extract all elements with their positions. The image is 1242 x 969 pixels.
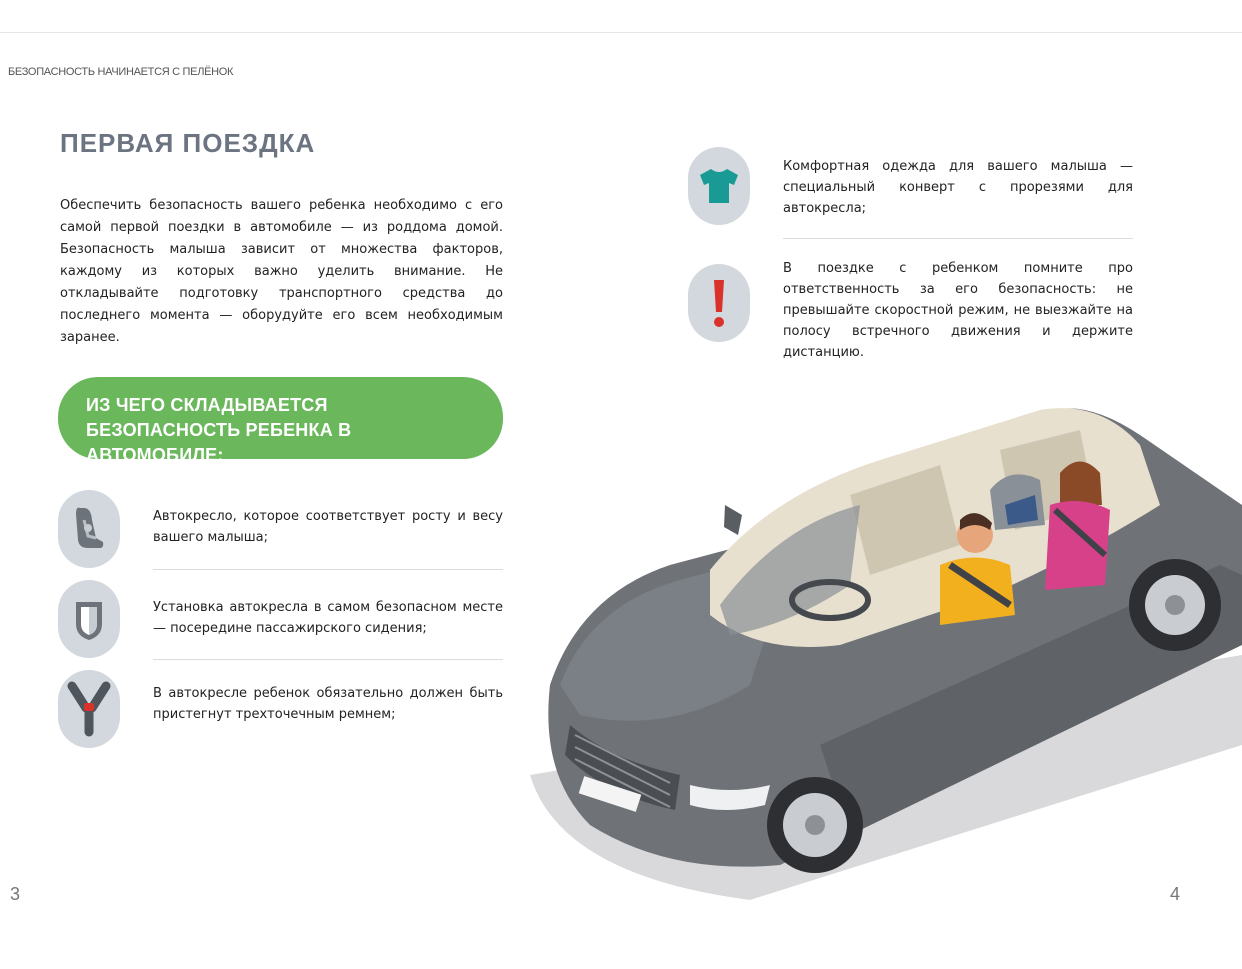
- list-item: В поездке с ребенком помните про ответственность за его безопасность: не превышайте скоростной режим, не выезжайте на полосу встречного движения и держите дистанцию.: [783, 261, 1133, 360]
- list-item: Комфортная одежда для вашего малыша — специальный конверт с прорезями для автокресла;: [783, 159, 1133, 216]
- exclamation-icon: [688, 264, 750, 342]
- tshirt-icon: [688, 147, 750, 225]
- intro-paragraph: Обеспечить безопасность вашего ребенка необходимо с его самой первой поездки в автомобиле — из роддома домой. Безопасность малыша зависит от множества факторов, каждому из которых важно уделить внимание. Не откладывайте подготовку транспортного средства до последнего момента — оборудуйте его всем необходимым заранее.: [60, 198, 503, 345]
- top-divider: [0, 32, 1242, 33]
- seatbelt-icon: [58, 670, 120, 748]
- running-head: БЕЗОПАСНОСТЬ НАЧИНАЕТСЯ С ПЕЛЁНОК: [8, 66, 234, 78]
- callout-text: ИЗ ЧЕГО СКЛАДЫВАЕТСЯ БЕЗОПАСНОСТЬ РЕБЕНКА В АВТОМОБИЛЕ:: [86, 395, 352, 465]
- list-item: В автокресле ребенок обязательно должен быть пристегнут трехточечным ремнем;: [153, 686, 503, 722]
- list-item: Автокресло, которое соответствует росту и весу вашего малыша;: [153, 509, 503, 545]
- item-divider: [153, 659, 503, 660]
- item-divider: [153, 569, 503, 570]
- page-number-left: 3: [10, 884, 21, 904]
- page-title: ПЕРВАЯ ПОЕЗДКА: [60, 128, 316, 158]
- list-item: Установка автокресла в самом безопасном месте — посередине пассажирского сидения;: [153, 600, 503, 636]
- callout-box: [58, 377, 503, 465]
- car-illustration: [520, 355, 1242, 915]
- car-seat-icon: [58, 490, 120, 568]
- item-divider: [783, 238, 1133, 239]
- shield-icon: [58, 580, 120, 658]
- page-number-right: 4: [1170, 884, 1181, 904]
